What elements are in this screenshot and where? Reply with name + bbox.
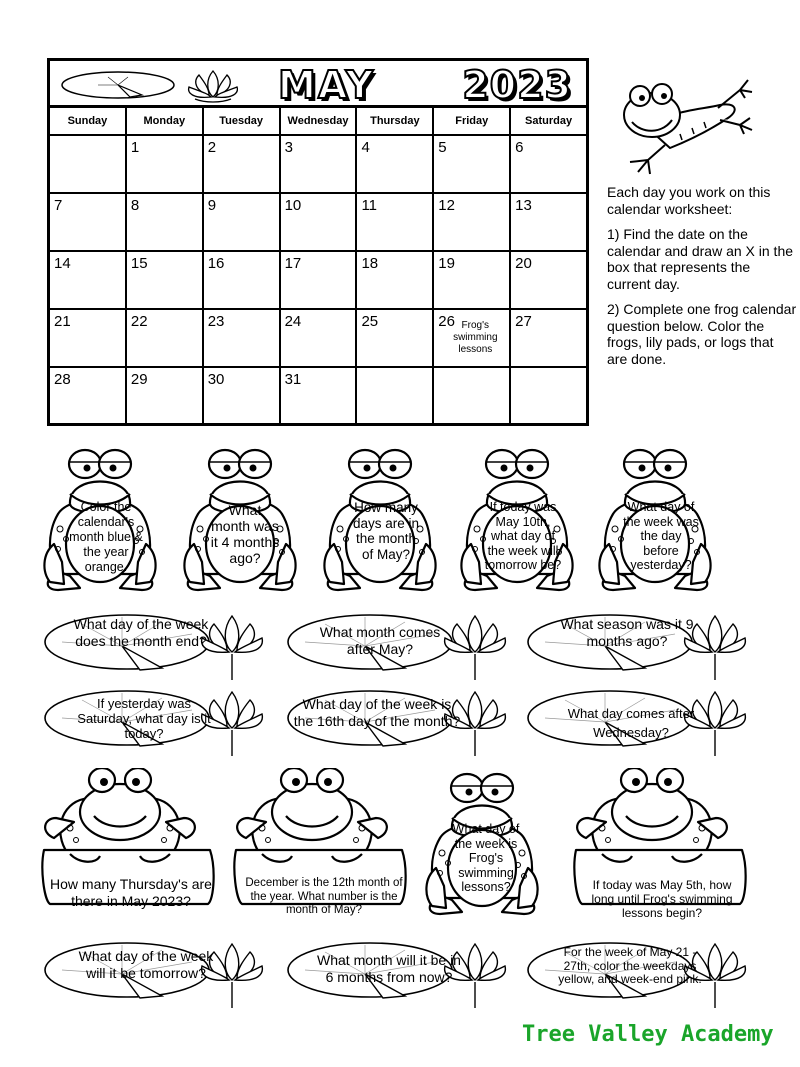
day-cell[interactable]: 6 — [515, 139, 524, 156]
instructions-step-2: 2) Complete one frog calendar question below. Color the frogs, lily pads, or logs that are done. — [607, 301, 797, 367]
calendar-week-row — [50, 252, 586, 310]
weekday-label: Sunday — [50, 108, 127, 134]
day-cell[interactable] — [357, 368, 434, 424]
day-cell[interactable]: 31 — [281, 368, 358, 424]
weekday-label: Friday — [434, 108, 511, 134]
day-cell[interactable]: 8 — [127, 194, 204, 250]
day-cell[interactable]: 14 — [50, 252, 127, 308]
day-cell[interactable]: 23 — [204, 310, 281, 366]
day-cell[interactable]: 7 — [50, 194, 127, 250]
swimming-lessons-note: Frog's swimming lessons — [453, 320, 498, 355]
pad-question-6: What day comes after Wednesday? — [567, 706, 695, 740]
weekday-label: Monday — [127, 108, 204, 134]
weekday-label: Tuesday — [204, 108, 281, 134]
day-cell[interactable]: 29 — [127, 368, 204, 424]
day-cell[interactable]: 1 — [127, 136, 204, 192]
calendar-week-row — [50, 368, 586, 424]
day-cell[interactable]: 20 — [515, 255, 532, 272]
pad-question-3: What season was it 9 months ago? — [560, 616, 694, 649]
calendar-year-title: 2023 — [462, 63, 572, 107]
weekday-header-row — [50, 108, 586, 136]
day-cell[interactable]: 5 — [434, 136, 511, 192]
log-question-1: How many Thursday's are there in May 2023? — [50, 876, 212, 909]
day-cell[interactable] — [511, 368, 586, 424]
calendar-week-row — [50, 310, 586, 368]
day-cell[interactable]: 18 — [357, 252, 434, 308]
pad-question-4: If yesterday was Saturday, what day is it today? — [77, 696, 211, 741]
frog-question-5: What day of the week was the day before yesterday? — [623, 500, 699, 572]
pad-question-1: What day of the week does the month end? — [73, 616, 209, 649]
weekday-label: Wednesday — [281, 108, 358, 134]
day-cell[interactable]: 10 — [281, 194, 358, 250]
day-cell[interactable]: 11 — [357, 194, 434, 250]
day-cell[interactable]: 27 — [515, 313, 532, 330]
frog-question-2: What month was it 4 months ago? — [210, 502, 280, 566]
pad-question-7: What day of the week will it be tomorrow? — [78, 948, 214, 981]
log-question-3: What day of the week is Frog's swimming lessons? — [452, 822, 520, 894]
log-question-4: If today was May 5th, how long until Frog's swimming lessons begin? — [591, 878, 733, 920]
day-cell[interactable]: 12 — [434, 194, 511, 250]
frog-question-3: How many days are in the month of May? — [352, 500, 420, 562]
day-cell[interactable]: 28 — [50, 368, 127, 424]
weekday-label: Thursday — [357, 108, 434, 134]
calendar-month-title: MAY — [278, 63, 376, 107]
calendar-week-row — [50, 136, 586, 194]
day-cell[interactable]: 22 — [127, 310, 204, 366]
instructions-panel — [607, 184, 797, 376]
calendar-week-row — [50, 194, 586, 252]
day-cell[interactable]: 16 — [204, 252, 281, 308]
weekday-label: Saturday — [525, 115, 573, 127]
leaping-frog-icon — [610, 70, 760, 185]
lily-pad-flower-icon — [58, 67, 238, 103]
day-cell-26[interactable] — [434, 310, 511, 366]
calendar-header — [50, 61, 586, 108]
frog-question-1: Color the calendar's month blue & the year orange. — [69, 500, 143, 574]
day-cell[interactable]: 30 — [204, 368, 281, 424]
calendar — [47, 58, 589, 426]
day-cell[interactable]: 24 — [281, 310, 358, 366]
day-cell[interactable]: 3 — [281, 136, 358, 192]
log-question-2: December is the 12th month of the year. What number is the month of May? — [245, 877, 403, 916]
calendar-grid — [50, 108, 586, 424]
day-cell[interactable]: 2 — [204, 136, 281, 192]
instructions-step-1: 1) Find the date on the calendar and draw an X in the box that represents the current day. — [607, 226, 794, 292]
brand-footer[interactable]: Tree Valley Academy — [522, 1022, 774, 1047]
pad-question-5: What day of the week is the 16th day of the month? — [293, 696, 461, 729]
pad-question-2: What month comes after May? — [319, 624, 441, 657]
day-cell[interactable]: 25 — [357, 310, 434, 366]
day-cell[interactable] — [434, 368, 511, 424]
day-cell[interactable]: 17 — [281, 252, 358, 308]
pad-question-8: What month will it be in 6 months from now? — [317, 952, 461, 985]
instructions-intro: Each day you work on this calendar worksheet: — [607, 184, 771, 217]
pad-question-9: For the week of May 21 - 27th, color the weekdays yellow, and week-end pink. — [558, 945, 702, 986]
day-cell[interactable]: 9 — [204, 194, 281, 250]
frog-question-4: If today was May 10th, what day of the week will tomorrow be? — [484, 500, 562, 572]
day-cell[interactable]: 19 — [434, 252, 511, 308]
day-cell[interactable]: 13 — [515, 197, 532, 214]
day-cell[interactable]: 21 — [50, 310, 127, 366]
day-cell[interactable]: 15 — [127, 252, 204, 308]
day-cell[interactable]: 4 — [357, 136, 434, 192]
day-cell[interactable] — [50, 136, 127, 192]
day-number: 26 — [438, 313, 455, 330]
